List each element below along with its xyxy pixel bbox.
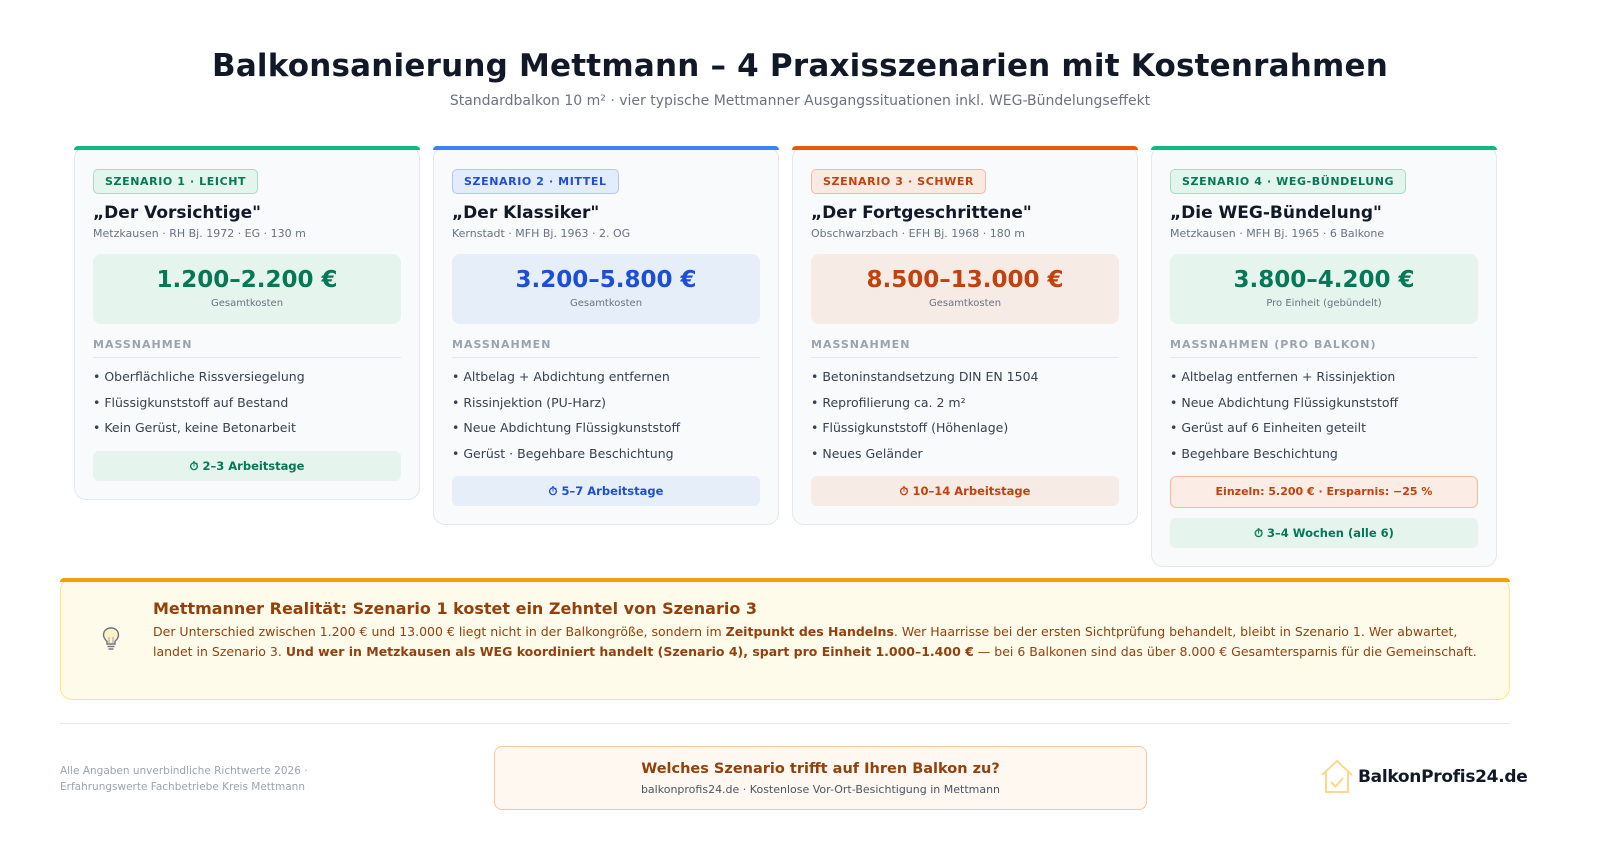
measures-label: MASSNAHMEN [452, 338, 760, 358]
measures-label: MASSNAHMEN [811, 338, 1119, 358]
insight-box [60, 578, 1510, 700]
duration-badge: ⏱ 2–3 Arbeitstage [93, 451, 401, 481]
measure-item: • Reprofilierung ca. 2 m² [811, 394, 966, 410]
measure-item: • Neues Geländer [811, 445, 923, 461]
cta-subtitle: balkonprofis24.de · Kostenlose Vor-Ort-Besichtigung in Mettmann [640, 783, 1001, 796]
price-range: 1.200–2.200 € [156, 267, 338, 293]
page-subtitle: Standardbalkon 10 m² · vier typische Mettmanner Ausgangssituationen inkl. WEG-Bündelungseffekt [449, 93, 1151, 109]
scenario-badge: SZENARIO 3 · SCHWER [811, 169, 986, 194]
price-range: 3.200–5.800 € [515, 267, 697, 293]
cta-title: Welches Szenario trifft auf Ihren Balkon zu? [641, 761, 1000, 777]
savings-badge: Einzeln: 5.200 € · Ersparnis: −25 % [1170, 476, 1478, 508]
scenario-card-2 [433, 146, 779, 525]
scenario-name: „Der Fortgeschrittene" [811, 203, 1032, 223]
scenario-card-4 [1151, 146, 1497, 567]
scenario-meta: Metzkausen · RH Bj. 1972 · EG · 130 m [93, 227, 306, 240]
price-caption: Gesamtkosten [210, 298, 284, 309]
insight-text-part: Der Unterschied zwischen 1.200 € und 13.000 € liegt nicht in der Balkongröße, sondern im [153, 624, 726, 639]
measure-item: • Betoninstandsetzung DIN EN 1504 [811, 369, 1039, 384]
measure-item: • Flüssigkunststoff (Höhenlage) [811, 420, 1009, 435]
page-title: Balkonsanierung Mettmann – 4 Praxisszenarien mit Kostenrahmen [211, 48, 1388, 84]
insight-title: Mettmanner Realität: Szenario 1 kostet ein Zehntel von Szenario 3 [153, 599, 758, 618]
duration-badge: ⏱ 3–4 Wochen (alle 6) [1170, 518, 1478, 548]
measures-list [1170, 364, 1478, 466]
measure-item: • Gerüst · Begehbare Beschichtung [452, 445, 674, 461]
price-box [1170, 254, 1478, 324]
scenario-card-3 [792, 146, 1138, 525]
measure-item: • Neue Abdichtung Flüssigkunststoff [452, 420, 681, 435]
scenario-meta: Metzkausen · MFH Bj. 1965 · 6 Balkone [1170, 227, 1385, 240]
price-range: 8.500–13.000 € [866, 267, 1064, 293]
price-caption: Pro Einheit (gebündelt) [1266, 298, 1382, 309]
insight-emphasis: Und wer in Metzkausen als WEG koordiniert handelt (Szenario 4), spart pro Einheit 1.000–1.400 € [285, 643, 974, 659]
insight-text-part: . Wer Haarrisse bei der ersten Sichtprüfung behandelt, bleibt in Szenario 1. Wer abwartet, landet in Szenario 3. [153, 624, 1458, 659]
scenario-meta: Kernstadt · MFH Bj. 1963 · 2. OG [452, 227, 631, 240]
scenario-name: „Der Vorsichtige" [93, 203, 262, 223]
measure-item: • Flüssigkunststoff auf Bestand [93, 394, 289, 410]
disclaimer [60, 763, 360, 795]
measure-item: • Rissinjektion (PU-Harz) [452, 394, 606, 410]
brand-name: BalkonProfis24.de [1358, 767, 1528, 787]
measures-list [93, 364, 401, 441]
insight-text-part: — bei 6 Balkonen sind das über 8.000 € Gesamtersparnis für die Gemeinschaft. [973, 643, 1477, 659]
measure-item: • Oberflächliche Rissversiegelung [93, 369, 305, 384]
measure-item: • Kein Gerüst, keine Betonarbeit [93, 420, 296, 435]
price-caption: Gesamtkosten [928, 298, 1002, 309]
price-box [93, 254, 401, 324]
lightbulb-icon [99, 625, 123, 653]
duration-badge: ⏱ 10–14 Arbeitstage [811, 476, 1119, 506]
scenario-name: „Die WEG-Bündelung" [1170, 203, 1382, 223]
measure-item: • Neue Abdichtung Flüssigkunststoff [1170, 394, 1399, 410]
measures-list [811, 364, 1119, 466]
scenario-badge: SZENARIO 2 · MITTEL [452, 169, 619, 194]
house-check-icon [1318, 756, 1356, 796]
measures-label: MASSNAHMEN [93, 338, 401, 358]
price-box [452, 254, 760, 324]
measures-label: MASSNAHMEN (PRO BALKON) [1170, 338, 1478, 358]
scenario-card-1 [74, 146, 420, 500]
measures-list [452, 364, 760, 466]
scenario-badge: SZENARIO 1 · LEICHT [93, 169, 258, 194]
price-range: 3.800–4.200 € [1233, 267, 1415, 293]
disclaimer-line: Alle Angaben unverbindliche Richtwerte 2026 · [60, 765, 308, 777]
measure-item: • Altbelag + Abdichtung entfernen [452, 369, 670, 384]
scenario-name: „Der Klassiker" [452, 203, 600, 223]
insight-emphasis: Zeitpunkt des Handelns [725, 624, 894, 639]
price-caption: Gesamtkosten [569, 298, 643, 309]
price-box [811, 254, 1119, 324]
duration-badge: ⏱ 5–7 Arbeitstage [452, 476, 760, 506]
measure-item: • Begehbare Beschichtung [1170, 445, 1338, 461]
disclaimer-line: Erfahrungswerte Fachbetriebe Kreis Mettmann [60, 781, 305, 793]
measure-item: • Altbelag entfernen + Rissinjektion [1170, 369, 1396, 384]
measure-item: • Gerüst auf 6 Einheiten geteilt [1170, 420, 1366, 435]
footer-divider [60, 723, 1510, 724]
scenario-badge: SZENARIO 4 · WEG-BÜNDELUNG [1170, 169, 1406, 194]
brand-logo[interactable] [1318, 756, 1528, 796]
cta-box[interactable] [494, 746, 1147, 810]
insight-text [153, 622, 1493, 661]
scenario-meta: Obschwarzbach · EFH Bj. 1968 · 180 m [811, 227, 1025, 240]
